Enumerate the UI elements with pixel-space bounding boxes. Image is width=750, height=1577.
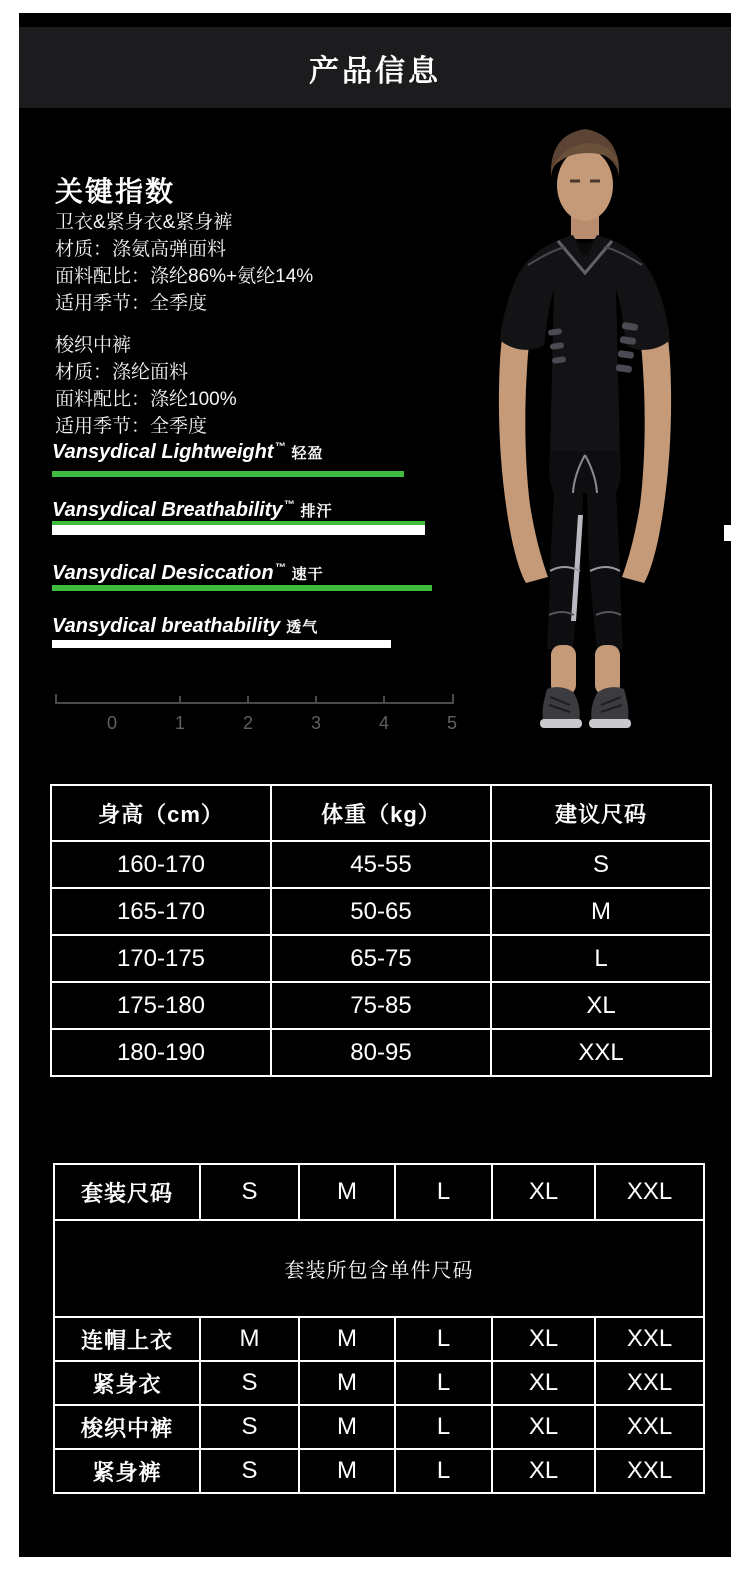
trademark-symbol: ™ xyxy=(274,562,286,575)
set-table-row xyxy=(54,1405,704,1449)
size-table-header-row xyxy=(51,785,711,841)
set-table-cell: M xyxy=(299,1449,395,1493)
set-table-cell: XXL xyxy=(595,1449,704,1493)
axis-line xyxy=(55,702,454,704)
axis-tick xyxy=(383,696,385,704)
set-table-row xyxy=(54,1449,704,1493)
size-table-cell: 50-65 xyxy=(271,888,491,935)
set-table-cell: M xyxy=(299,1405,395,1449)
size-table-cell: M xyxy=(491,888,711,935)
set-table-cell: S xyxy=(200,1361,299,1405)
rating-bar-group xyxy=(52,499,332,522)
rating-bar-label xyxy=(52,615,318,638)
brand-name: Vansydical breathability xyxy=(52,615,281,637)
brand-name: Vansydical Lightweight xyxy=(52,441,274,463)
set-table-cell: M xyxy=(299,1317,395,1361)
size-table-row xyxy=(51,982,711,1029)
set-table-cell: XXL xyxy=(595,1405,704,1449)
set-table-row-label: 紧身衣 xyxy=(54,1361,200,1405)
set-table-cell: S xyxy=(200,1405,299,1449)
axis-end-cap xyxy=(452,694,454,704)
set-table-cell: M xyxy=(200,1317,299,1361)
brand-name: Vansydical Breathability xyxy=(52,499,283,521)
set-size-table xyxy=(53,1163,705,1494)
spec-line: 材质：涤氨高弹面料 xyxy=(55,239,227,260)
axis-tick-label: 2 xyxy=(242,713,254,733)
set-table-row xyxy=(54,1361,704,1405)
set-table-cell: XL xyxy=(492,1317,595,1361)
axis-tick-label: 3 xyxy=(310,713,322,733)
set-table-row-label: 紧身裤 xyxy=(54,1449,200,1493)
size-table-cell: 45-55 xyxy=(271,841,491,888)
set-table-row xyxy=(54,1317,704,1361)
page-header-band xyxy=(19,27,731,108)
set-table-size-header: XL xyxy=(492,1164,595,1220)
axis-tick-label: 5 xyxy=(446,713,458,733)
set-table-cell: XL xyxy=(492,1405,595,1449)
size-table-row xyxy=(51,935,711,982)
size-table-cell: 160-170 xyxy=(51,841,271,888)
set-table-cell: S xyxy=(200,1449,299,1493)
size-table-header: 体重（kg） xyxy=(271,785,491,841)
size-table-cell: XXL xyxy=(491,1029,711,1076)
spec-line: 面料配比：涤纶86%+氨纶14% xyxy=(55,266,314,287)
size-table-row xyxy=(51,888,711,935)
spec-line: 材质：涤纶面料 xyxy=(55,362,189,383)
spec-line: 卫衣&紧身衣&紧身裤 xyxy=(55,212,233,233)
size-table-cell: XL xyxy=(491,982,711,1029)
rating-bar-group xyxy=(52,441,324,464)
rating-bar-label xyxy=(52,499,332,522)
set-table-corner-label: 套装尺码 xyxy=(54,1164,200,1220)
key-metrics-heading: 关键指数 xyxy=(55,176,176,207)
set-table-merged-note: 套装所包含单件尺码 xyxy=(54,1220,704,1317)
rating-bar-group xyxy=(52,562,324,585)
set-table-cell: M xyxy=(299,1361,395,1405)
size-table xyxy=(50,784,712,1077)
spec-line: 梭织中裤 xyxy=(55,335,132,356)
axis-tick xyxy=(179,696,181,704)
product-model-image xyxy=(470,115,731,740)
axis-tick-label: 1 xyxy=(174,713,186,733)
set-table-cell: XL xyxy=(492,1449,595,1493)
spec-group xyxy=(55,209,313,317)
rating-bar-white-body xyxy=(52,525,425,535)
size-table-cell: 180-190 xyxy=(51,1029,271,1076)
size-table-cell: 165-170 xyxy=(51,888,271,935)
rating-bar-cn-label: 速干 xyxy=(291,566,324,583)
set-table-size-header: S xyxy=(200,1164,299,1220)
rating-bar-cn-label: 透气 xyxy=(286,619,319,636)
axis-tick xyxy=(247,696,249,704)
set-table-cell: XXL xyxy=(595,1361,704,1405)
trademark-symbol: ™ xyxy=(274,441,286,454)
content-panel xyxy=(19,13,731,1557)
size-table-body xyxy=(51,841,711,1076)
axis-tick xyxy=(315,696,317,704)
set-table-cell: L xyxy=(395,1449,492,1493)
spec-line: 适用季节：全季度 xyxy=(55,416,208,437)
set-table-cell: XL xyxy=(492,1361,595,1405)
rating-bar-cn-label: 排汗 xyxy=(300,503,333,520)
set-table-cell: L xyxy=(395,1405,492,1449)
set-table-body xyxy=(54,1317,704,1493)
size-table-cell: L xyxy=(491,935,711,982)
axis-tick-label: 4 xyxy=(378,713,390,733)
size-table-cell: 175-180 xyxy=(51,982,271,1029)
axis-tick-label: 0 xyxy=(106,713,118,733)
size-table-header: 身高（cm） xyxy=(51,785,271,841)
spec-group xyxy=(55,332,313,440)
set-table-cell: L xyxy=(395,1317,492,1361)
set-table-size-header: M xyxy=(299,1164,395,1220)
rating-bar-fill xyxy=(52,585,432,591)
size-table-cell: 65-75 xyxy=(271,935,491,982)
size-table-cell: 170-175 xyxy=(51,935,271,982)
set-table-header-row xyxy=(54,1164,704,1220)
spec-line: 面料配比：涤纶100% xyxy=(55,389,237,410)
size-table-header: 建议尺码 xyxy=(491,785,711,841)
size-table-row xyxy=(51,841,711,888)
edge-notch xyxy=(724,525,731,541)
size-table-cell: 80-95 xyxy=(271,1029,491,1076)
trademark-symbol: ™ xyxy=(283,499,295,512)
spec-line: 适用季节：全季度 xyxy=(55,293,208,314)
rating-bar-label xyxy=(52,441,324,464)
size-table-cell: S xyxy=(491,841,711,888)
rating-bar-fill xyxy=(52,471,404,477)
set-table-size-header: L xyxy=(395,1164,492,1220)
axis-end-cap xyxy=(55,694,57,704)
set-table-cell: XXL xyxy=(595,1317,704,1361)
product-specs xyxy=(55,209,313,440)
brand-name: Vansydical Desiccation xyxy=(52,562,274,584)
rating-bar-label xyxy=(52,562,324,585)
rating-bar-fill xyxy=(52,640,391,648)
rating-bar-fill xyxy=(52,521,425,535)
page-title: 产品信息 xyxy=(309,54,441,88)
set-table-row-label: 连帽上衣 xyxy=(54,1317,200,1361)
set-table-size-header: XXL xyxy=(595,1164,704,1220)
rating-bar-cn-label: 轻盈 xyxy=(291,445,324,462)
size-table-row xyxy=(51,1029,711,1076)
set-table-row-label: 梭织中裤 xyxy=(54,1405,200,1449)
rating-bar-group xyxy=(52,615,318,638)
set-table-cell: L xyxy=(395,1361,492,1405)
size-table-cell: 75-85 xyxy=(271,982,491,1029)
